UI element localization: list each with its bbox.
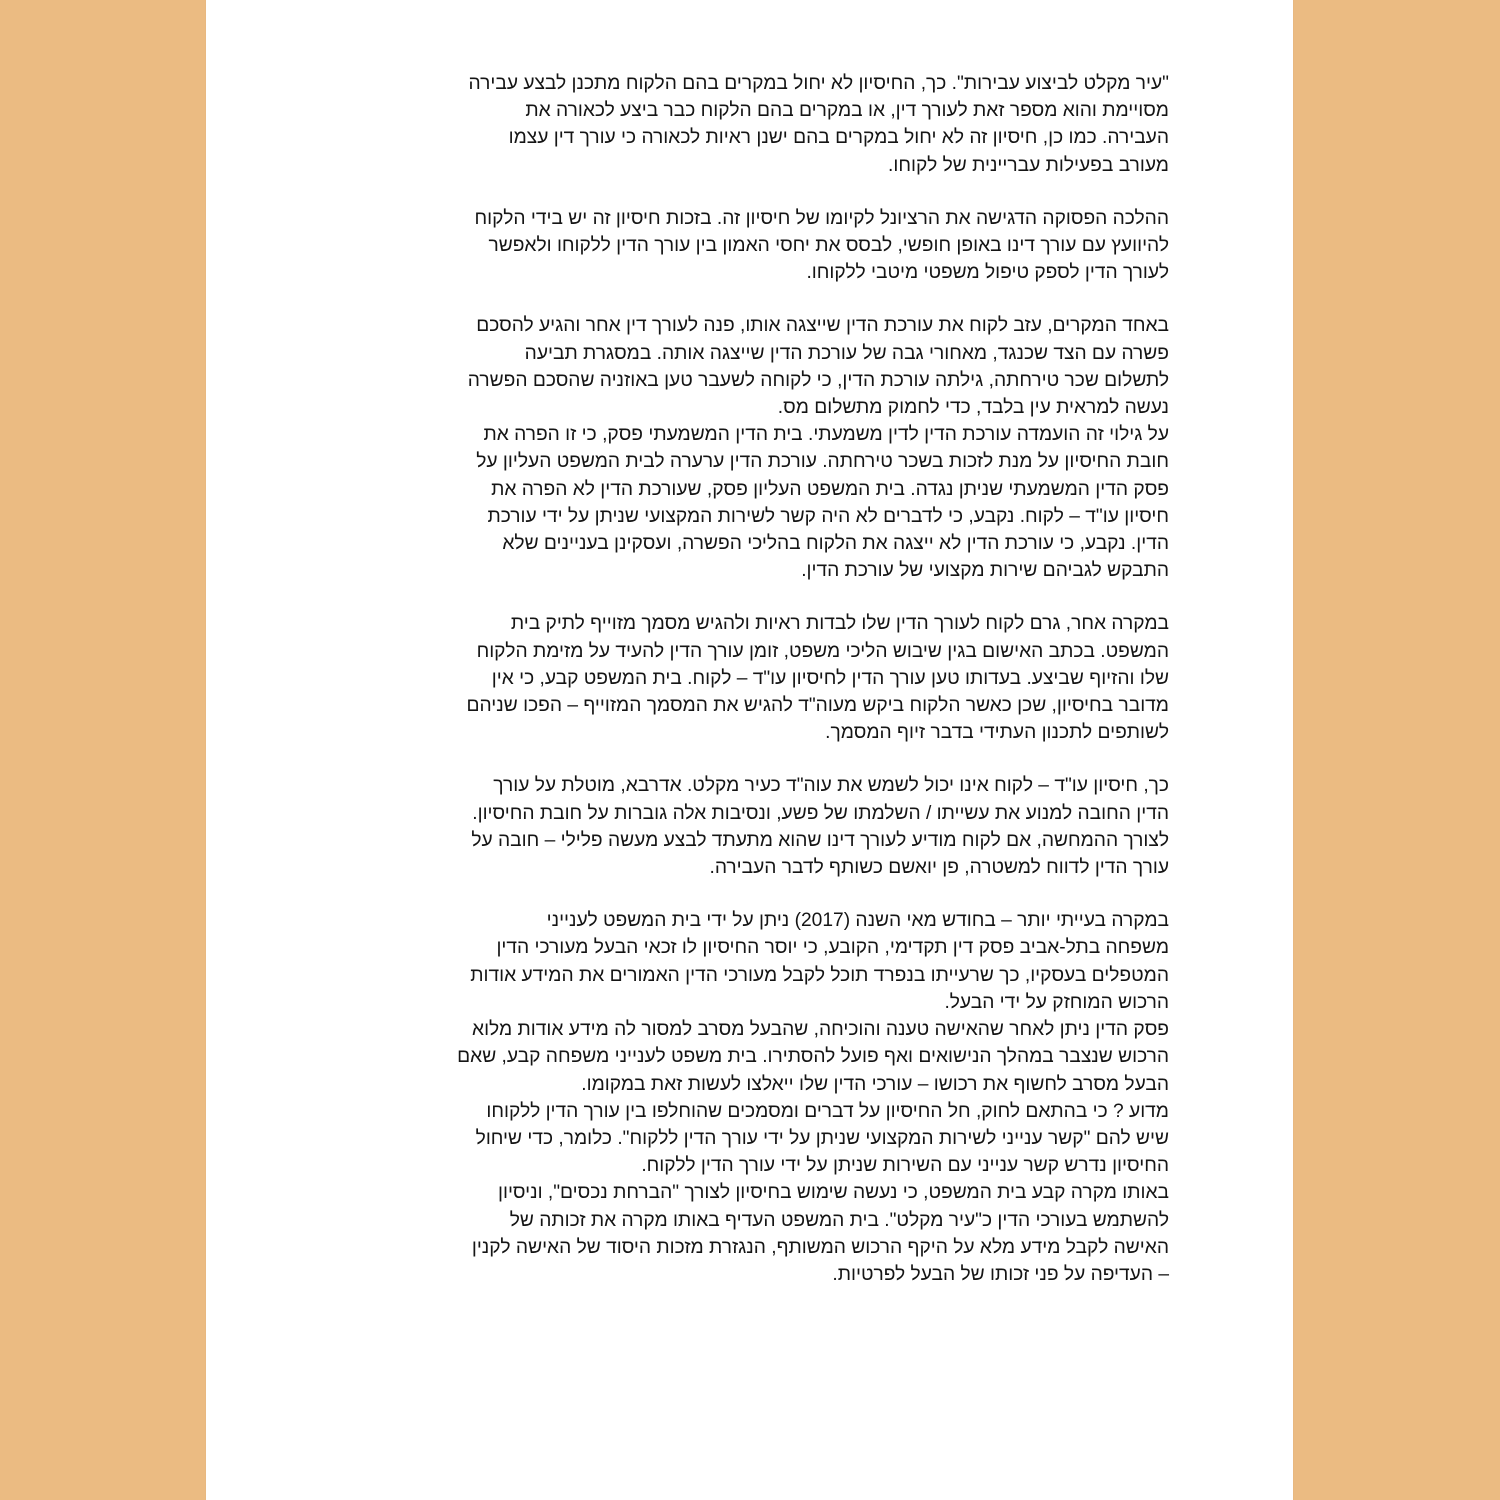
text-line: לעורך הדין לספק טיפול משפטי מיטבי ללקוחו.	[806, 262, 1169, 284]
text-line: הרכוש המוחזק על ידי הבעל.	[944, 991, 1169, 1013]
text-line: על גילוי זה הועמדה עורכת הדין לדין משמעתי. בית הדין המשמעתי פסק, כי זו הפרה את	[483, 424, 1169, 446]
text-line: פסק הדין המשמעתי שניתן נגדה. בית המשפט העליון פסק, שעורכת הדין לא הפרה את	[491, 478, 1169, 500]
document-page	[206, 0, 1293, 1500]
text-line: הדין החובה למנוע את עשייתו / השלמתו של פשע, ונסיבות אלה גוברות על חובת החיסיון.	[472, 802, 1169, 824]
text-line: לשותפים לתכנון העתידי בדבר זיוף המסמך.	[825, 722, 1169, 744]
text-line: עורך הדין לדווח למשטרה, פן יואשם כשותף לדבר העבירה.	[709, 857, 1169, 879]
text-line: נעשה למראית עין בלבד, כדי לחמוק מתשלום מס.	[777, 397, 1169, 419]
paragraph	[349, 1016, 1169, 1098]
text-line: במקרה אחר, גרם לקוח לעורך הדין שלו לבדות ראיות ולהגיש מסמך מזוייף לתיק בית	[510, 613, 1169, 635]
paragraph	[349, 421, 1169, 584]
text-line: שלו והזיוף שביצע. בעדותו טען עורך הדין לחיסיון עו"ד – לקוח. בית המשפט קבע, כי אין	[491, 667, 1169, 689]
text-line: הבעל מסרב לחשוף את רכושו – עורכי הדין שלו ייאלצו לעשות זאת במקומו.	[581, 1073, 1169, 1095]
paragraph-spacer	[349, 746, 1169, 772]
text-line: – העדיפה על פני זכותו של הבעל לפרטיות.	[832, 1263, 1169, 1285]
text-line: פשרה עם הצד שכנגד, מאחורי גבה של עורכת הדין שייצגה אותה. במסגרת תביעה	[524, 342, 1169, 364]
text-line: להשתמש בעורכי הדין כ"עיר מקלט". בית המשפט העדיף באותו מקרה את זכותה של	[509, 1209, 1169, 1231]
text-line: חיסיון עו"ד – לקוח. נקבע, כי לדברים לא היה קשר לשירות המקצועי שניתן על ידי עורכת	[487, 505, 1169, 527]
text-line: חובת החיסיון על מנת לזכות בשכר טירחתה. עורכת הדין ערערה לבית המשפט העליון על	[476, 451, 1169, 473]
text-line: העבירה. כמו כן, חיסיון זה לא יחול במקרים בהם ישנן ראיות לכאורה כי עורך דין עצמו	[508, 127, 1169, 149]
text-line: משפחה בתל-אביב פסק דין תקדימי, הקובע, כי יוסר החיסיון לו זכאי הבעל מעורכי הדין	[496, 937, 1169, 959]
text-line: מעורב בפעילות עבריינית של לקוחו.	[888, 154, 1169, 176]
text-line: באותו מקרה קבע בית המשפט, כי נעשה שימוש בחיסיון לצורך "הברחת נכסים", וניסיון	[497, 1182, 1169, 1204]
paragraph-spacer	[349, 881, 1169, 907]
text-line: מדוע ? כי בהתאם לחוק, חל החיסיון על דברים ומסמכים שהוחלפו בין עורך הדין ללקוחו	[486, 1100, 1169, 1122]
text-line: מסויימת והוא מספר זאת לעורך דין, או במקרים בהם הלקוח כבר ביצע לכאורה את	[525, 100, 1169, 122]
text-line: להיוועץ עם עורך דינו באופן חופשי, לבסס את יחסי האמון בין עורך הדין ללקוחו ולאפשר	[488, 235, 1169, 257]
text-line: החיסיון נדרש קשר ענייני עם השירות שניתן על ידי עורך הדין ללקוח.	[641, 1155, 1169, 1177]
text-line: פסק הדין ניתן לאחר שהאישה טענה והוכיחה, שהבעל מסרב למסור לה מידע אודות מלוא	[472, 1019, 1169, 1041]
paragraph	[349, 610, 1169, 746]
text-line: לתשלום שכר טירחתה, גילתה עורכת הדין, כי לקוחה לשעבר טען באוזניה שהסכם הפשרה	[467, 369, 1169, 391]
text-line: באחד המקרים, עזב לקוח את עורכת הדין שייצגה אותו, פנה לעורך דין אחר והגיע להסכם	[476, 315, 1169, 337]
paragraph	[349, 907, 1169, 1016]
text-line: כך, חיסיון עו"ד – לקוח אינו יכול לשמש את עוה"ד כעיר מקלט. אדרבא, מוטלת על עורך	[493, 775, 1169, 797]
text-line: ההלכה הפסוקה הדגישה את הרציונל לקיומו של חיסיון זה. בזכות חיסיון זה יש בידי הלקוח	[474, 207, 1169, 229]
text-line: המטפלים בעסקיו, כך שרעייתו בנפרד תוכל לקבל מעורכי הדין האמורים את המידע אודות	[470, 964, 1169, 986]
document-body	[349, 70, 1169, 1288]
text-line: הדין. נקבע, כי עורכת הדין לא ייצגה את הלקוח בהליכי הפשרה, ועסקינן בעניינים שלא	[502, 533, 1169, 555]
paragraph	[349, 70, 1169, 179]
paragraph	[349, 312, 1169, 421]
text-line: במקרה בעייתי יותר – בחודש מאי השנה (2017) ניתן על ידי בית המשפט לענייני	[546, 910, 1169, 932]
paragraph-spacer	[349, 179, 1169, 205]
paragraph	[349, 205, 1169, 287]
paragraph	[349, 772, 1169, 881]
paragraph	[349, 1179, 1169, 1288]
text-line: מדובר בחיסיון, שכן כאשר הלקוח ביקש מעוה"ד להגיש את המסמך המזוייף – הפכו שניהם	[466, 695, 1169, 717]
paragraph-spacer	[349, 584, 1169, 610]
text-line: האישה לקבל מידע מלא על היקף הרכוש המשותף, הנגזרת מזכות היסוד של האישה לקנין	[471, 1236, 1169, 1258]
text-line: "עיר מקלט לביצוע עבירות". כך, החיסיון לא יחול במקרים בהם הלקוח מתכנן לבצע עבירה	[468, 73, 1169, 94]
paragraph	[349, 1098, 1169, 1180]
text-line: לצורך ההמחשה, אם לקוח מודיע לעורך דינו שהוא מתעתד לבצע מעשה פלילי – חובה על	[471, 829, 1169, 851]
paragraph-spacer	[349, 286, 1169, 312]
text-line: הרכוש שנצבר במהלך הנישואים ואף פועל להסתירו. בית משפט לענייני משפחה קבע, שאם	[457, 1046, 1169, 1068]
text-line: התבקש לגביהם שירות מקצועי של עורכת הדין.	[801, 560, 1169, 582]
text-line: המשפט. בכתב האישום בגין שיבוש הליכי משפט, זומן עורך הדין להעיד על מזימת הלקוח	[476, 640, 1169, 662]
text-line: שיש להם "קשר ענייני לשירות המקצועי שניתן על ידי עורך הדין ללקוח". כלומר, כדי שיחול	[475, 1127, 1169, 1149]
